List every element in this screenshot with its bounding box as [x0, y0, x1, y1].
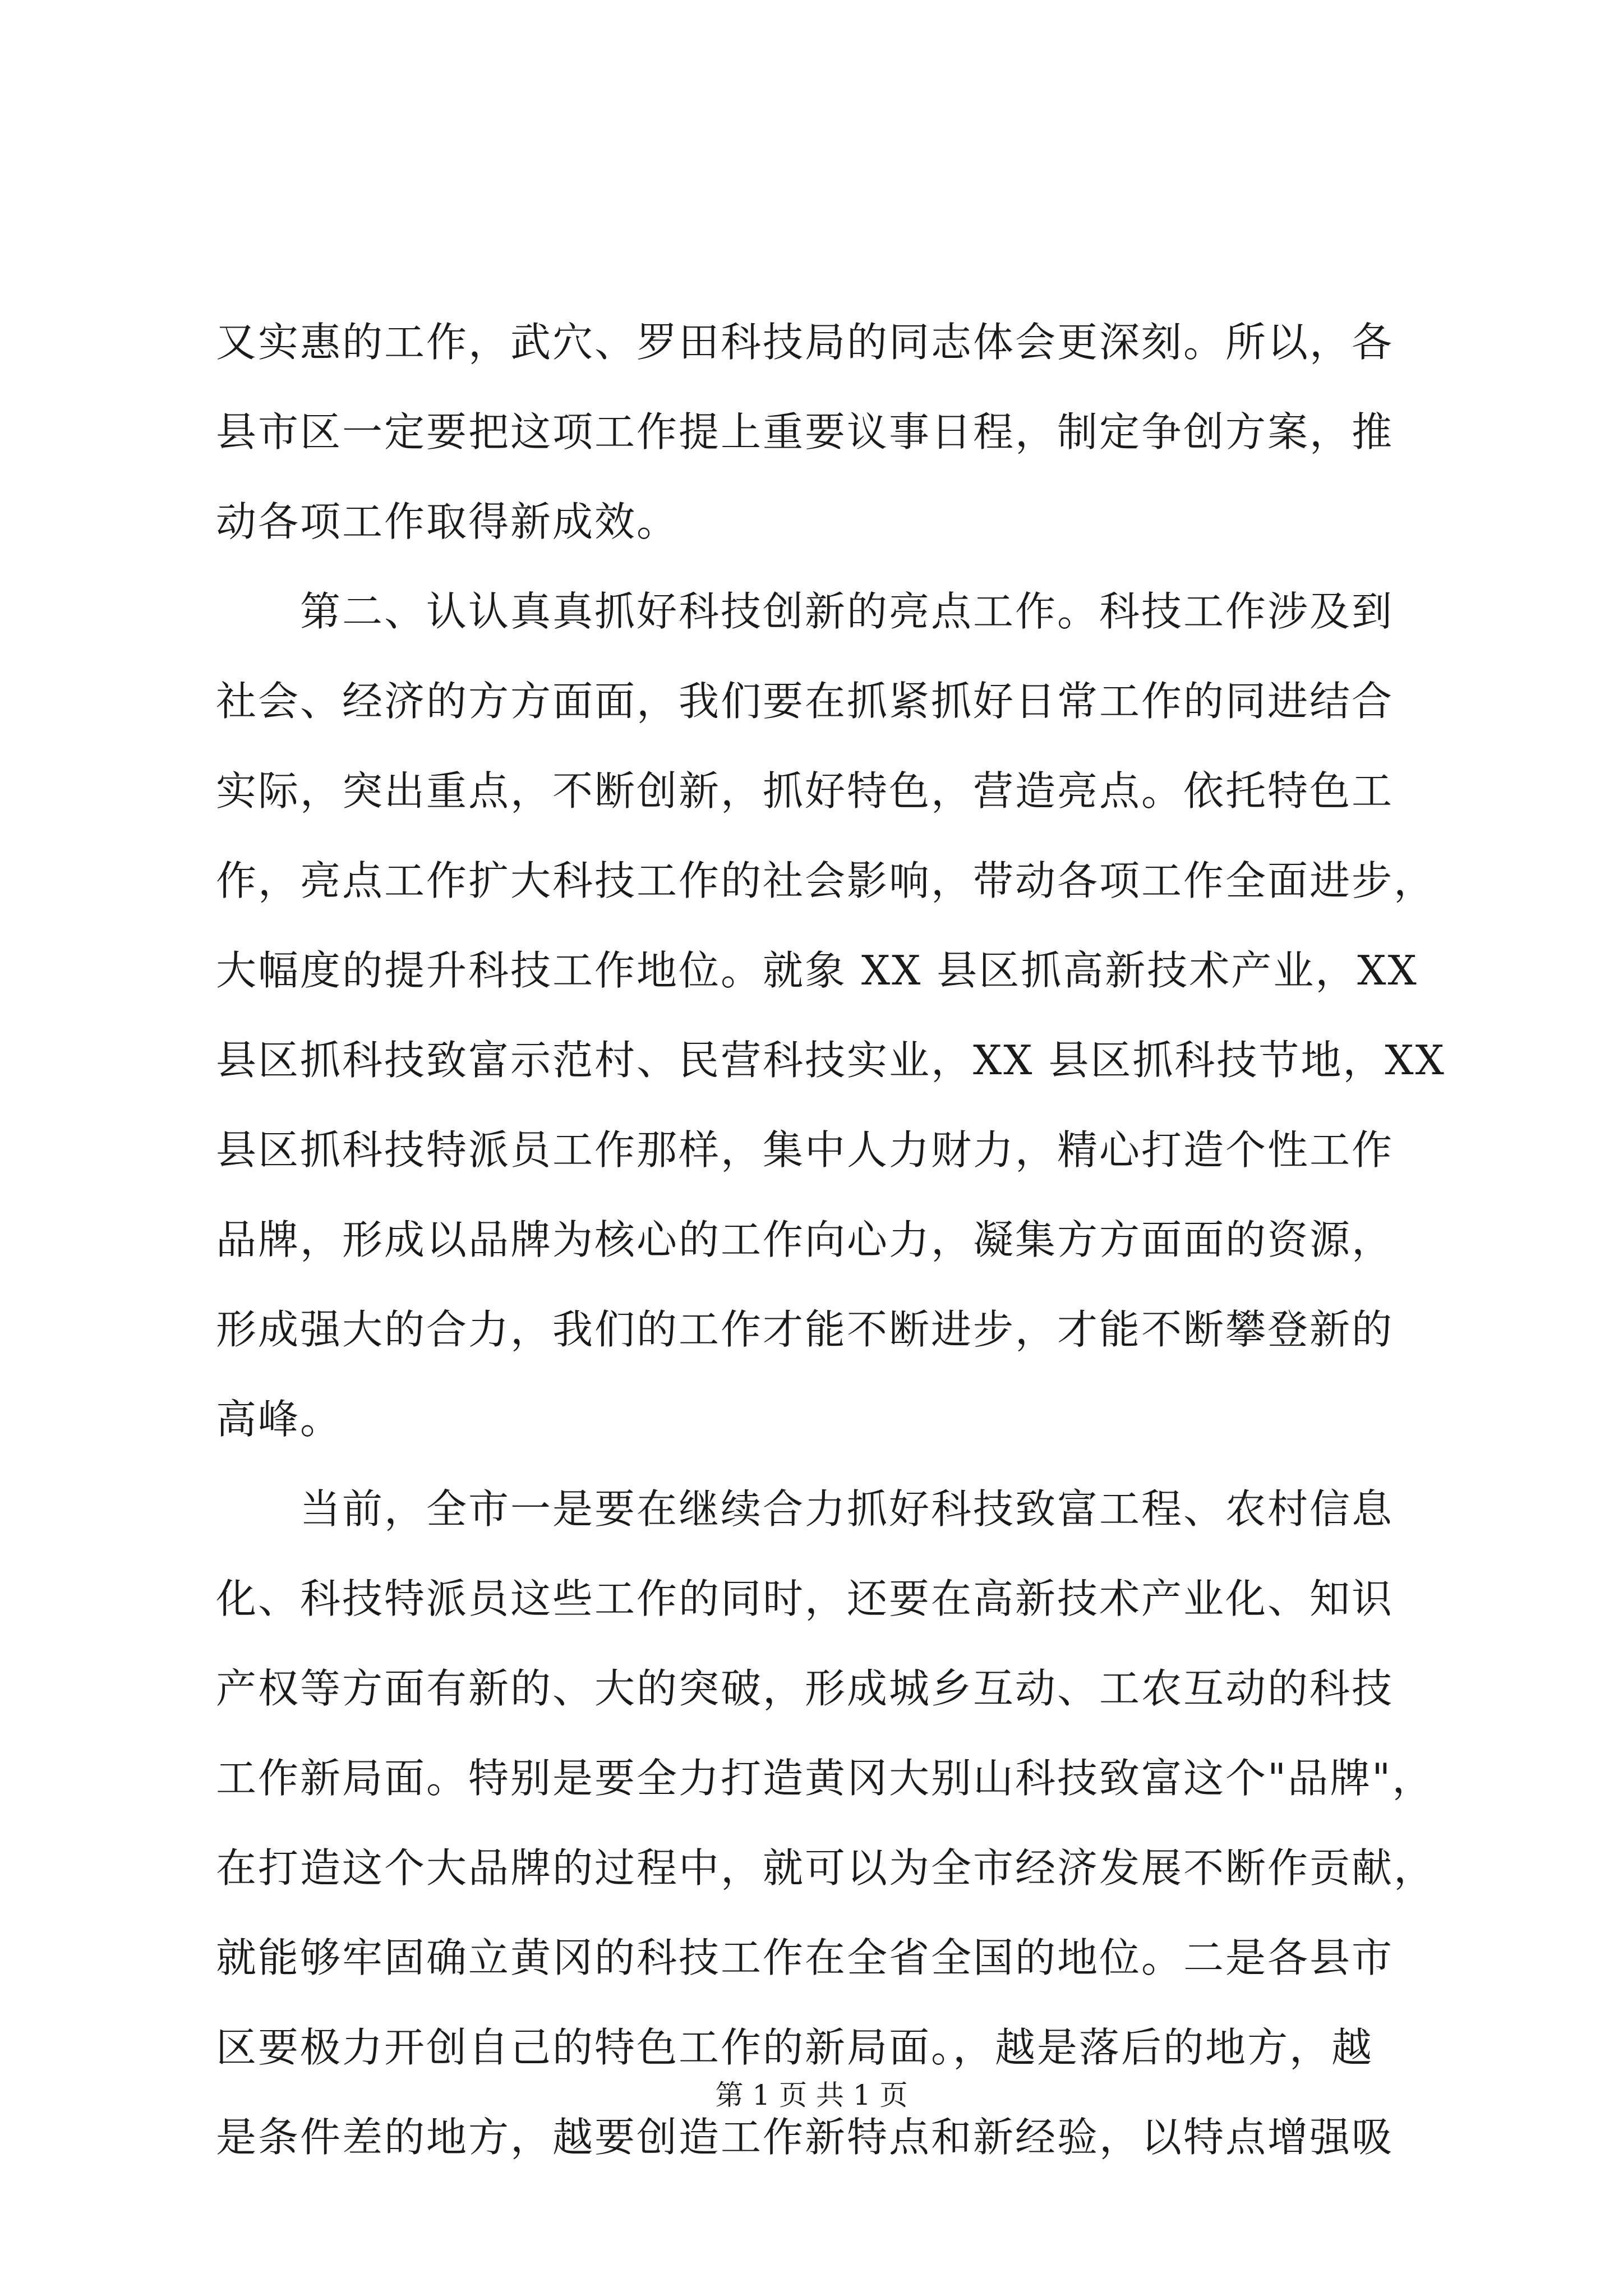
page-footer	[0, 2073, 1623, 2118]
text-line: 工作新局面。特别是要全力打造黄冈大别山科技致富这个"品牌"，	[216, 1755, 1435, 1802]
text-line: 又实惠的工作，武穴、罗田科技局的同志体会更深刻。所以，各	[216, 319, 1394, 366]
text-line: 第二、认认真真抓好科技创新的亮点工作。科技工作涉及到	[216, 588, 1394, 635]
text-line: 品牌，形成以品牌为核心的工作向心力，凝集方方面面的资源，	[216, 1216, 1394, 1263]
text-line: 县市区一定要把这项工作提上重要议事日程，制定争创方案，推	[216, 408, 1394, 455]
text-line: 大幅度的提升科技工作地位。就象 XX 县区抓高新技术产业，XX	[216, 947, 1418, 994]
text-line: 是条件差的地方，越要创造工作新特点和新经验，以特点增强吸	[216, 2114, 1394, 2161]
text-line: 产权等方面有新的、大的突破，形成城乡互动、工农互动的科技	[216, 1665, 1394, 1712]
text-line: 作，亮点工作扩大科技工作的社会影响，带动各项工作全面进步，	[216, 857, 1436, 904]
text-line: 形成强大的合力，我们的工作才能不断进步，才能不断攀登新的	[216, 1306, 1394, 1353]
text-line: 社会、经济的方方面面，我们要在抓紧抓好日常工作的同进结合	[216, 678, 1394, 725]
text-line: 就能够牢固确立黄冈的科技工作在全省全国的地位。二是各县市	[216, 1934, 1394, 1981]
text-line: 在打造这个大品牌的过程中，就可以为全市经济发展不断作贡献，	[216, 1844, 1436, 1892]
text-line: 当前，全市一是要在继续合力抓好科技致富工程、农村信息	[216, 1485, 1394, 1533]
text-line: 区要极力开创自己的特色工作的新局面。，越是落后的地方，越	[216, 2024, 1374, 2071]
text-line: 县区抓科技特派员工作那样，集中人力财力，精心打造个性工作	[216, 1126, 1394, 1174]
text-line: 实际，突出重点，不断创新，抓好特色，营造亮点。依托特色工	[216, 767, 1394, 815]
page-number-label: 第 1 页 共 1 页	[715, 2079, 908, 2111]
text-line: 县区抓科技致富示范村、民营科技实业，XX 县区抓科技节地，XX	[216, 1037, 1446, 1084]
text-line: 动各项工作取得新成效。	[216, 498, 679, 545]
text-line: 高峰。	[216, 1396, 343, 1443]
text-line: 化、科技特派员这些工作的同时，还要在高新技术产业化、知识	[216, 1575, 1394, 1622]
document-body	[216, 297, 1446, 2182]
